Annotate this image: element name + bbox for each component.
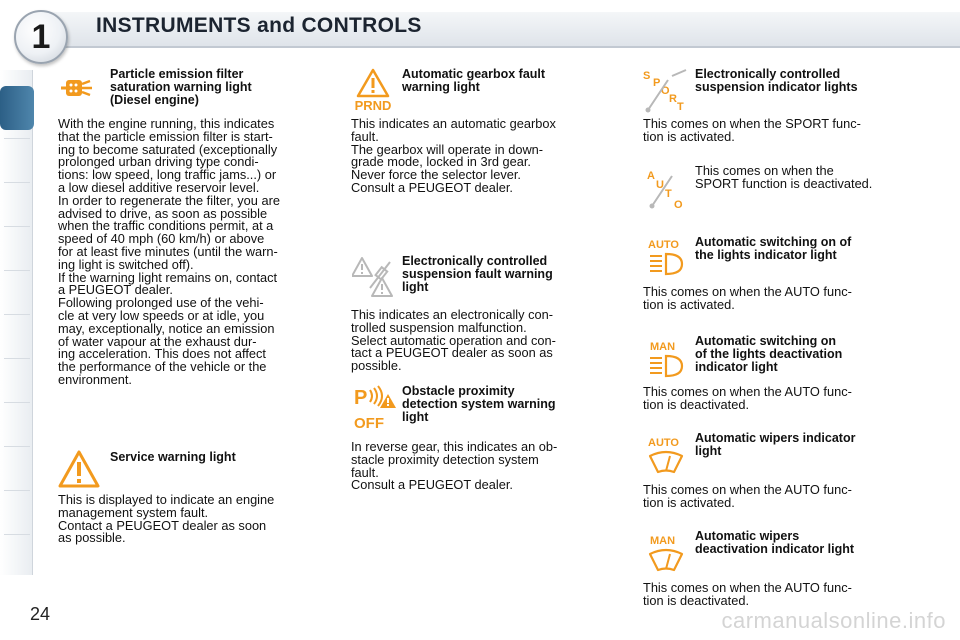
chapter-number-badge[interactable]: 1 (14, 10, 68, 64)
off-label: OFF (354, 415, 384, 430)
auto-wipers-heading: Automatic wipers indicator light (695, 431, 856, 458)
a-label: A (647, 170, 655, 182)
page-number: 24 (30, 604, 51, 624)
man-lights-label: MAN (650, 341, 676, 353)
suspension-fault-text: This indicates an electronically con- trolled suspension malfunction. Select automatic operation and con- tact a PEUGEOT dealer as soon as possible. (351, 307, 556, 374)
prnd-label: PRND (354, 98, 392, 112)
t-label: T (677, 101, 684, 113)
chapter-tab[interactable] (4, 490, 30, 529)
o-label: O (661, 85, 670, 97)
chapter-tab[interactable] (4, 534, 30, 573)
auto-wipers-label: AUTO (648, 437, 679, 449)
chapter-tab[interactable] (4, 358, 30, 397)
gearbox-text: This indicates an automatic gearbox fault. The gearbox will operate in down- grade mode, locked in 3rd gear. Never force the selector lever. Consult a PEUGEOT dealer. (351, 116, 556, 195)
page-title: INSTRUMENTS and CONTROLS (96, 14, 422, 37)
dpf-text: With the engine running, this indicates that the particle emission filter is start- ing to become saturated (exceptionally prolonged urban driving type condi- tions: low speed, long traffic jams...) or a low diesel additive reservoir level. In order to regenerate the filter, you are advised to drive, as soon as possible when the traffic conditions permit, at a speed of 40 mph (60 km/h) or above for at least five minutes (until the warn- ing light is switched off). If the warning light remains on, contact a PEUGEOT dealer. Following prolonged use of the vehi- cle at very low speeds or at idle, you may, exceptionally, notice an emission of water vapour at the exhaust dur- ing acceleration. This does not affect the performance of the vehicle or the environment. (58, 116, 280, 387)
manual-wipers-icon (646, 532, 688, 574)
auto-lights-label: AUTO (648, 239, 679, 251)
chapter-tab[interactable] (4, 270, 30, 309)
auto-lights-off-heading: Automatic switching on of the lights deactivation indicator light (695, 334, 843, 374)
dpf-heading: Particle emission filter saturation warning light (Diesel engine) (110, 67, 252, 107)
suspension-sport-icon (642, 68, 690, 114)
chapter-tab-strip (0, 70, 33, 575)
auto-wipers-text: This comes on when the AUTO func- tion is activated. (643, 482, 852, 510)
chapter-tab[interactable] (4, 314, 30, 353)
chapter-tab[interactable] (4, 138, 30, 177)
warning-triangle-icon (58, 450, 100, 488)
auto-lights-on-text: This comes on when the AUTO func- tion is activated. (643, 284, 852, 312)
suspension-lights-text: This comes on when the SPORT func- tion is activated. (643, 116, 861, 144)
service-heading: Service warning light (110, 450, 236, 464)
o2-label: O (674, 199, 683, 210)
auto-wipers-icon (646, 434, 688, 476)
suspension-fault-icon (352, 256, 396, 298)
p-label: P (354, 387, 368, 409)
man-wipers-label: MAN (650, 535, 676, 547)
chapter-tab[interactable] (4, 446, 30, 485)
chapter-tab[interactable] (4, 182, 30, 221)
chapter-tab[interactable] (4, 402, 30, 441)
auto-wipers-deactivation-text: This comes on when the AUTO func- tion is deactivated. (643, 580, 852, 608)
auto-lights-icon (646, 236, 688, 278)
obstacle-text: In reverse gear, this indicates an ob- stacle proximity detection system fault. Consult a PEUGEOT dealer. (351, 439, 558, 493)
obstacle-heading: Obstacle proximity detection system warning light (402, 384, 556, 424)
u-label: U (656, 179, 664, 191)
suspension-fault-heading: Electronically controlled suspension fault warning light (402, 254, 553, 294)
manual-lights-icon (646, 338, 688, 380)
parking-sensor-off-icon (352, 384, 398, 430)
r-label: R (669, 93, 677, 105)
t2-label: T (665, 188, 672, 200)
chapter-tab-active[interactable] (0, 86, 34, 130)
chapter-tab[interactable] (4, 226, 30, 265)
watermark: carmanualsonline.info (721, 608, 946, 633)
particle-filter-icon (60, 74, 94, 102)
p2-label: P (653, 77, 661, 89)
service-text: This is displayed to indicate an engine management system fault. Contact a PEUGEOT dealer as soon as possible. (58, 492, 275, 546)
auto-lights-off-text: This comes on when the AUTO func- tion is deactivated. (643, 384, 852, 412)
suspension-lights-heading: Electronically controlled suspension indicator lights (695, 67, 858, 94)
auto-lights-on-heading: Automatic switching on of the lights indicator light (695, 235, 852, 262)
auto-wipers-deactivation-heading: Automatic wipers deactivation indicator light (695, 529, 855, 556)
suspension-auto-icon (646, 168, 686, 210)
gearbox-heading: Automatic gearbox fault warning light (402, 67, 546, 94)
gearbox-warning-icon (350, 68, 396, 112)
sport-off-text: This comes on when the SPORT function is deactivated. (695, 163, 873, 191)
s-label: S (643, 70, 651, 82)
